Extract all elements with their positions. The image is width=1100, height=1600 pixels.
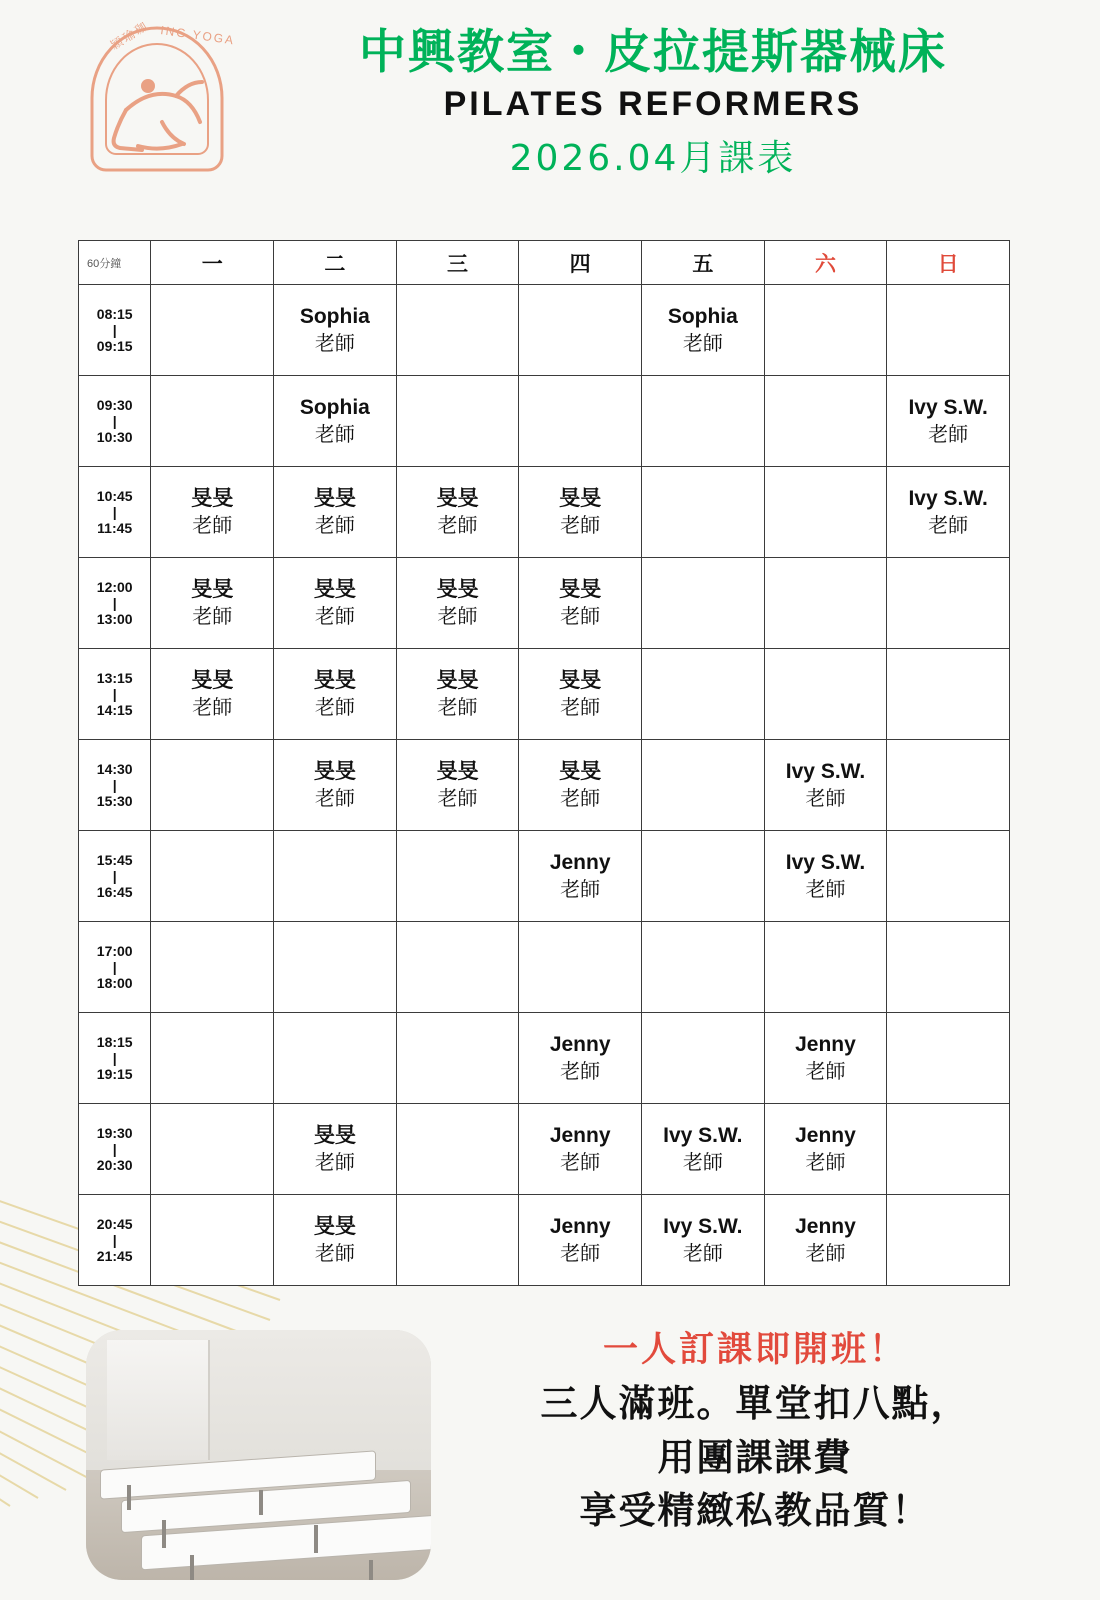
time-start: 19:30 [96,1124,133,1141]
class-cell[interactable] [519,831,642,922]
class-cell[interactable] [274,285,397,376]
class-cell[interactable] [519,649,642,740]
empty-cell [151,1195,274,1286]
class-cell[interactable] [396,467,519,558]
empty-cell [274,922,397,1013]
empty-cell [519,285,642,376]
instructor-name: Sophia [299,305,370,329]
empty-cell [764,649,887,740]
time-end: 21:45 [96,1248,133,1264]
instructor-role: 老師 [560,603,601,628]
time-dash: | [112,413,117,429]
empty-cell [396,1195,519,1286]
time-start: 17:00 [96,942,133,959]
instructor-role: 老師 [805,876,846,901]
instructor-role: 老師 [560,1058,601,1083]
time-end: 11:45 [97,520,133,536]
class-cell[interactable] [887,467,1010,558]
class-cell[interactable] [887,376,1010,467]
schedule-row [79,467,1010,558]
class-cell[interactable] [274,558,397,649]
class-cell[interactable] [519,1104,642,1195]
instructor-role: 老師 [314,1240,355,1265]
instructor-name: Ivy S.W. [785,760,866,784]
instructor-name: 旻旻 [559,578,602,602]
time-end: 16:45 [96,884,133,900]
instructor-name: Jenny [795,1124,856,1148]
promo-line-3: 用團課課費 [657,1435,853,1479]
empty-cell [642,467,765,558]
instructor-role: 老師 [192,694,233,719]
empty-cell [887,649,1010,740]
empty-cell [151,922,274,1013]
instructor-role: 老師 [314,1149,355,1174]
class-cell[interactable] [764,740,887,831]
empty-cell [274,1013,397,1104]
instructor-role: 老師 [560,512,601,537]
schedule-row [79,558,1010,649]
empty-cell [642,1013,765,1104]
instructor-role: 老師 [805,1149,846,1174]
page-header [0,0,1100,228]
class-cell[interactable] [274,467,397,558]
empty-cell [151,376,274,467]
instructor-name: 旻旻 [313,578,356,602]
class-cell[interactable] [274,376,397,467]
instructor-name: 旻旻 [436,760,479,784]
class-cell[interactable] [764,1104,887,1195]
empty-cell [887,1195,1010,1286]
instructor-role: 老師 [192,603,233,628]
time-end: 20:30 [96,1157,133,1173]
empty-cell [396,922,519,1013]
time-slot-label [79,1104,151,1195]
empty-cell [519,922,642,1013]
empty-cell [764,467,887,558]
class-cell[interactable] [519,467,642,558]
time-start: 20:45 [96,1215,133,1232]
class-cell[interactable] [151,467,274,558]
instructor-name: Ivy S.W. [908,487,988,511]
empty-cell [151,740,274,831]
empty-cell [642,740,765,831]
class-cell[interactable] [519,740,642,831]
class-cell[interactable] [519,558,642,649]
instructor-name: 旻旻 [559,669,602,693]
promo-line-4: 享受精緻私教品質！ [579,1489,931,1533]
schedule-row [79,285,1010,376]
time-dash: | [112,777,117,793]
time-slot-label [79,1195,151,1286]
time-start: 09:30 [96,396,133,413]
schedule-row [79,831,1010,922]
instructor-name: Ivy S.W. [785,851,866,875]
empty-cell [887,922,1010,1013]
time-slot-label [79,1013,151,1104]
class-cell[interactable] [642,285,765,376]
instructor-role: 老師 [560,694,601,719]
instructor-name: Jenny [549,1215,611,1239]
time-start: 12:00 [96,578,133,595]
time-end: 10:30 [96,429,133,445]
page-footer [0,1300,1100,1600]
empty-cell [519,376,642,467]
day-header-tue: 二 [274,241,397,285]
instructor-role: 老師 [928,421,969,446]
schedule-row [79,1104,1010,1195]
class-cell[interactable] [396,649,519,740]
time-slot-label [79,558,151,649]
instructor-role: 老師 [560,1240,601,1265]
page-title-date: 2026.04月課表 [509,138,797,180]
instructor-role: 老師 [805,785,846,810]
logo-text-en: ING YOGA [159,23,236,48]
instructor-role: 老師 [560,876,601,901]
empty-cell [396,831,519,922]
schedule-row [79,740,1010,831]
instructor-name: 旻旻 [313,1215,356,1239]
day-header-sun: 日 [887,241,1010,285]
instructor-role: 老師 [560,1149,601,1174]
class-cell[interactable] [764,831,887,922]
instructor-role: 老師 [805,1058,846,1083]
empty-cell [887,558,1010,649]
instructor-name: 旻旻 [313,487,356,511]
time-dash: | [112,686,117,702]
class-cell[interactable] [151,649,274,740]
empty-cell [887,285,1010,376]
class-cell[interactable] [396,740,519,831]
instructor-role: 老師 [192,512,233,537]
instructor-role: 老師 [682,1149,723,1174]
time-end: 19:15 [96,1066,133,1082]
class-cell[interactable] [519,1013,642,1104]
instructor-name: 旻旻 [559,760,602,784]
class-cell[interactable] [274,740,397,831]
instructor-role: 老師 [314,330,355,355]
empty-cell [151,1013,274,1104]
empty-cell [274,831,397,922]
instructor-role: 老師 [682,330,723,355]
time-start: 13:15 [96,669,133,686]
empty-cell [151,1104,274,1195]
empty-cell [642,558,765,649]
time-dash: | [112,959,117,975]
class-cell[interactable] [396,558,519,649]
promo-block [455,1322,1055,1533]
time-start: 10:45 [96,487,133,504]
instructor-name: Ivy S.W. [663,1124,743,1148]
time-end: 15:30 [96,793,133,809]
time-slot-label [79,285,151,376]
instructor-name: Jenny [795,1215,856,1239]
time-start: 18:15 [96,1033,133,1050]
time-dash: | [112,504,117,520]
time-end: 09:15 [96,338,133,354]
schedule-row [79,376,1010,467]
instructor-name: 旻旻 [436,669,479,693]
brand-logo [62,10,252,200]
empty-cell [642,831,765,922]
time-slot-label [79,740,151,831]
time-start: 15:45 [96,851,133,868]
schedule-row [79,1013,1010,1104]
time-start: 14:30 [96,760,133,777]
schedule-table [78,240,1010,1286]
instructor-name: 旻旻 [191,487,234,511]
instructor-role: 老師 [682,1240,723,1265]
empty-cell [887,1013,1010,1104]
day-header-mon: 一 [151,241,274,285]
class-cell[interactable] [151,558,274,649]
instructor-role: 老師 [437,512,478,537]
empty-cell [764,376,887,467]
class-cell[interactable] [642,1195,765,1286]
day-header-sat: 六 [764,241,887,285]
time-slot-label [79,376,151,467]
empty-cell [887,831,1010,922]
day-header-wed: 三 [396,241,519,285]
empty-cell [887,1104,1010,1195]
instructor-name: 旻旻 [191,578,234,602]
table-header-row [79,241,1010,285]
time-dash: | [112,1232,117,1248]
instructor-role: 老師 [314,512,355,537]
class-cell[interactable] [764,1195,887,1286]
time-dash: | [112,595,117,611]
instructor-role: 老師 [314,421,355,446]
instructor-name: 旻旻 [559,487,602,511]
time-slot-label [79,467,151,558]
empty-cell [764,558,887,649]
time-end: 14:15 [96,702,133,718]
instructor-name: 旻旻 [191,669,234,693]
instructor-role: 老師 [437,694,478,719]
instructor-name: Ivy S.W. [663,1215,743,1239]
empty-cell [151,285,274,376]
empty-cell [642,649,765,740]
time-slot-label [79,649,151,740]
instructor-role: 老師 [314,694,355,719]
time-start: 08:15 [96,305,133,322]
time-slot-label [79,922,151,1013]
schedule-body [79,285,1010,1286]
class-cell[interactable] [764,1013,887,1104]
instructor-role: 老師 [560,785,601,810]
instructor-name: 旻旻 [436,487,479,511]
time-slot-label [79,831,151,922]
instructor-name: 旻旻 [313,669,356,693]
day-header-thu: 四 [519,241,642,285]
class-cell[interactable] [519,1195,642,1286]
instructor-role: 老師 [314,603,355,628]
instructor-name: Jenny [549,1124,611,1148]
instructor-role: 老師 [437,785,478,810]
instructor-name: Sophia [299,396,370,420]
logo-text-cn: 穎瑜珈 [108,18,152,53]
page-title-cn: 中興教室・皮拉提斯器械床 [359,25,947,80]
time-end: 18:00 [96,975,133,991]
instructor-name: 旻旻 [313,1124,356,1148]
empty-cell [642,376,765,467]
empty-cell [396,285,519,376]
schedule-row [79,1195,1010,1286]
class-cell[interactable] [642,1104,765,1195]
instructor-role: 老師 [805,1240,846,1265]
day-header-fri: 五 [642,241,765,285]
empty-cell [396,1104,519,1195]
instructor-name: Jenny [795,1033,856,1057]
schedule-row [79,649,1010,740]
promo-line-1: 一人訂課即開班！ [602,1330,907,1370]
instructor-role: 老師 [928,512,969,537]
instructor-name: 旻旻 [436,578,479,602]
time-dash: | [112,322,117,338]
time-dash: | [112,868,117,884]
empty-cell [764,922,887,1013]
empty-cell [396,376,519,467]
time-end: 13:00 [96,611,133,627]
instructor-name: Ivy S.W. [908,396,988,420]
empty-cell [396,1013,519,1104]
class-cell[interactable] [274,1195,397,1286]
empty-cell [764,285,887,376]
time-dash: | [112,1050,117,1066]
schedule-table-wrapper [78,240,1010,1286]
instructor-name: Jenny [549,851,611,875]
instructor-name: 旻旻 [313,760,356,784]
empty-cell [151,831,274,922]
instructor-role: 老師 [314,785,355,810]
class-cell[interactable] [274,1104,397,1195]
duration-label: 60分鐘 [79,241,151,285]
class-cell[interactable] [274,649,397,740]
reformer-studio-photo [86,1330,431,1580]
empty-cell [642,922,765,1013]
instructor-role: 老師 [437,603,478,628]
instructor-name: Sophia [667,305,738,329]
empty-cell [887,740,1010,831]
schedule-row [79,922,1010,1013]
instructor-name: Jenny [549,1033,611,1057]
promo-line-2: 三人滿班。單堂扣八點， [540,1382,970,1425]
page-title-en: PILATES REFORMERS [443,85,863,124]
time-dash: | [112,1141,117,1157]
